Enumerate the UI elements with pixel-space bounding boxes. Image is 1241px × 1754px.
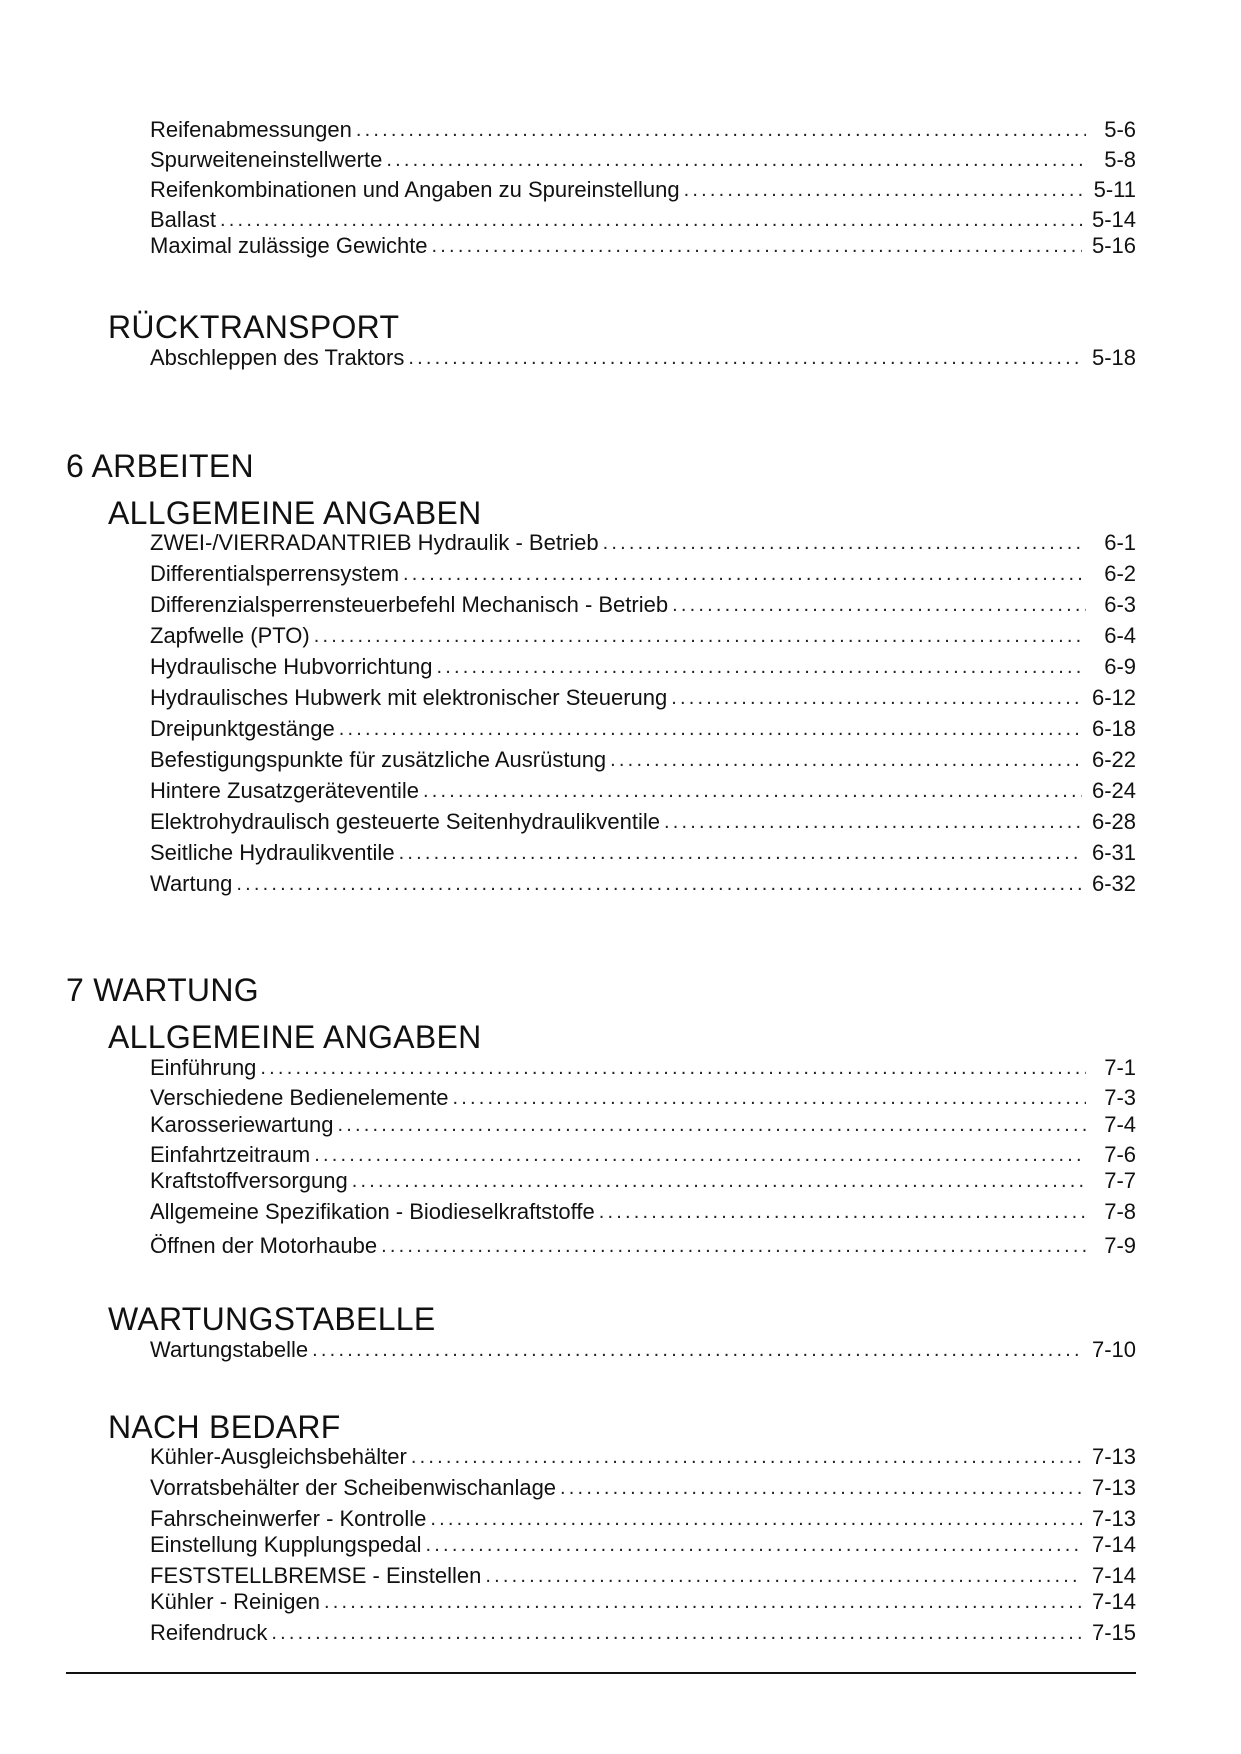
toc-entry-page: 5-14 (1091, 207, 1136, 232)
toc-entry-page: 6-22 (1091, 747, 1136, 772)
toc-entry-page: 7-13 (1091, 1444, 1136, 1469)
toc-entry[interactable] (150, 345, 1136, 371)
toc-entry-label: Befestigungspunkte für zusätzliche Ausrüstung (150, 747, 607, 772)
leader-dots (599, 1199, 1086, 1225)
leader-dots (423, 778, 1082, 804)
toc-entry[interactable] (150, 207, 1136, 233)
toc-entry-page: 7-10 (1091, 1337, 1136, 1362)
toc-entry-page: 7-1 (1104, 1055, 1136, 1080)
footer-rule (66, 1672, 1136, 1674)
toc-entry-page: 7-9 (1104, 1233, 1136, 1258)
toc-entry-label: Kraftstoffversorgung (150, 1168, 348, 1193)
toc-entry-label: Hintere Zusatzgeräteventile (150, 778, 420, 803)
leader-dots (672, 592, 1086, 618)
toc-entry-page: 6-18 (1091, 716, 1136, 741)
toc-entry-label: Hydraulische Hubvorrichtung (150, 654, 433, 679)
toc-entry-page: 5-6 (1104, 117, 1136, 142)
chapter-heading-6: 6 ARBEITEN (66, 448, 254, 484)
toc-entry[interactable] (150, 233, 1136, 259)
toc-entry-page: 7-14 (1091, 1532, 1136, 1557)
toc-entry[interactable] (150, 654, 1136, 680)
leader-dots (314, 623, 1086, 649)
leader-dots (381, 1233, 1086, 1259)
toc-entry[interactable] (150, 561, 1136, 587)
toc-entry-page: 7-13 (1091, 1475, 1136, 1500)
toc-entry[interactable] (150, 716, 1136, 742)
leader-dots (664, 809, 1082, 835)
toc-entry[interactable] (150, 840, 1136, 866)
toc-entry-label: Maximal zulässige Gewichte (150, 233, 428, 258)
toc-entry[interactable] (150, 685, 1136, 711)
toc-entry-page: 7-6 (1104, 1142, 1136, 1167)
toc-entry-page: 6-2 (1104, 561, 1136, 586)
toc-entry[interactable] (150, 778, 1136, 804)
toc-entry-page: 6-31 (1091, 840, 1136, 865)
toc-entry-label: Einstellung Kupplungspedal (150, 1532, 422, 1557)
leader-dots (411, 1444, 1082, 1470)
leader-dots (485, 1563, 1082, 1589)
toc-entry[interactable] (150, 117, 1136, 143)
toc-entry[interactable] (150, 1142, 1136, 1168)
toc-entry-label: Allgemeine Spezifikation - Biodieselkraftstoffe (150, 1199, 595, 1224)
toc-entry-page: 7-4 (1104, 1112, 1136, 1137)
leader-dots (426, 1532, 1082, 1558)
leader-dots (314, 1142, 1086, 1168)
toc-entry-label: ZWEI-/VIERRADANTRIEB Hydraulik - Betrieb (150, 530, 599, 555)
leader-dots (603, 530, 1086, 556)
section-heading-nach-bedarf: NACH BEDARF (108, 1409, 341, 1445)
toc-entry-page: 7-14 (1091, 1589, 1136, 1614)
toc-entry-page: 5-11 (1093, 177, 1136, 202)
leader-dots (337, 1112, 1086, 1138)
leader-dots (236, 871, 1082, 897)
toc-entry[interactable] (150, 747, 1136, 773)
toc-entry-label: Karosseriewartung (150, 1112, 334, 1137)
toc-entry[interactable] (150, 1532, 1136, 1558)
section-heading-allgemeine-angaben-7: ALLGEMEINE ANGABEN (108, 1019, 482, 1055)
toc-entry-label: Differentialsperrensystem (150, 561, 400, 586)
leader-dots (560, 1475, 1082, 1501)
toc-entry[interactable] (150, 871, 1136, 897)
toc-entry-label: Spurweiteneinstellwerte (150, 147, 383, 172)
toc-entry[interactable] (150, 1233, 1136, 1259)
toc-entry-page: 5-18 (1091, 345, 1136, 370)
toc-entry-page: 6-32 (1091, 871, 1136, 896)
leader-dots (399, 840, 1082, 866)
toc-entry-label: Seitliche Hydraulikventile (150, 840, 395, 865)
toc-entry-label: Elektrohydraulisch gesteuerte Seitenhydraulikventile (150, 809, 660, 834)
toc-entry-page: 7-14 (1091, 1563, 1136, 1588)
toc-entry-label: FESTSTELLBREMSE - Einstellen (150, 1563, 482, 1588)
leader-dots (356, 117, 1086, 143)
toc-entry-label: Verschiedene Bedienelemente (150, 1085, 449, 1110)
leader-dots (432, 233, 1082, 259)
leader-dots (324, 1589, 1082, 1615)
toc-entry[interactable] (150, 1563, 1136, 1589)
toc-entry-page: 6-9 (1104, 654, 1136, 679)
toc-entry-label: Wartungstabelle (150, 1337, 309, 1362)
toc-entry[interactable] (150, 1055, 1136, 1081)
toc-entry[interactable] (150, 177, 1136, 203)
toc-entry[interactable] (150, 1589, 1136, 1615)
toc-entry-page: 6-3 (1104, 592, 1136, 617)
leader-dots (260, 1055, 1086, 1081)
leader-dots (436, 654, 1086, 680)
leader-dots (408, 345, 1082, 371)
toc-entry[interactable] (150, 147, 1136, 173)
toc-entry[interactable] (150, 1168, 1136, 1194)
section-heading-wartungstabelle: WARTUNGSTABELLE (108, 1301, 436, 1337)
toc-entry-page: 7-13 (1091, 1506, 1136, 1531)
toc-entry-label: Fahrscheinwerfer - Kontrolle (150, 1506, 427, 1531)
leader-dots (452, 1085, 1086, 1111)
toc-entry-label: Hydraulisches Hubwerk mit elektronischer Steuerung (150, 685, 668, 710)
leader-dots (386, 147, 1086, 173)
toc-entry-page: 6-28 (1091, 809, 1136, 834)
section-heading-ruecktransport: RÜCKTRANSPORT (108, 309, 400, 345)
toc-entry-page: 6-1 (1104, 530, 1136, 555)
toc-entry-label: Abschleppen des Traktors (150, 345, 405, 370)
toc-entry[interactable] (150, 1475, 1136, 1501)
toc-entry-label: Dreipunktgestänge (150, 716, 335, 741)
toc-entry-label: Reifenabmessungen (150, 117, 352, 142)
toc-entry-page: 6-4 (1104, 623, 1136, 648)
leader-dots (610, 747, 1082, 773)
leader-dots (271, 1620, 1082, 1646)
leader-dots (684, 177, 1084, 203)
toc-entry-page: 5-8 (1104, 147, 1136, 172)
toc-entry[interactable] (150, 592, 1136, 618)
toc-entry-label: Öffnen der Motorhaube (150, 1233, 378, 1258)
toc-entry-page: 7-8 (1104, 1199, 1136, 1224)
toc-entry-label: Einführung (150, 1055, 257, 1080)
toc-entry-page: 6-12 (1091, 685, 1136, 710)
toc-entry-label: Kühler - Reinigen (150, 1589, 320, 1614)
chapter-heading-7: 7 WARTUNG (66, 972, 259, 1008)
leader-dots (352, 1168, 1086, 1194)
toc-entry-page: 7-3 (1104, 1085, 1136, 1110)
toc-entry-label: Vorratsbehälter der Scheibenwischanlage (150, 1475, 557, 1500)
leader-dots (403, 561, 1086, 587)
toc-entry-label: Reifendruck (150, 1620, 268, 1645)
toc-entry-label: Zapfwelle (PTO) (150, 623, 310, 648)
toc-entry[interactable] (150, 809, 1136, 835)
leader-dots (430, 1506, 1082, 1532)
section-heading-allgemeine-angaben-6: ALLGEMEINE ANGABEN (108, 495, 482, 531)
toc-entry-label: Kühler-Ausgleichsbehälter (150, 1444, 407, 1469)
leader-dots (671, 685, 1082, 711)
toc-entry[interactable] (150, 530, 1136, 556)
leader-dots (339, 716, 1082, 742)
leader-dots (220, 207, 1082, 233)
toc-entry[interactable] (150, 1620, 1136, 1646)
toc-entry-page: 7-7 (1104, 1168, 1136, 1193)
toc-entry[interactable] (150, 1199, 1136, 1225)
toc-entry[interactable] (150, 1112, 1136, 1138)
toc-entry[interactable] (150, 623, 1136, 649)
toc-entry[interactable] (150, 1444, 1136, 1470)
toc-entry-page: 7-15 (1091, 1620, 1136, 1645)
toc-entry-label: Ballast (150, 207, 217, 232)
toc-entry-label: Reifenkombinationen und Angaben zu Spureinstellung (150, 177, 680, 202)
toc-entry-label: Differenzialsperrensteuerbefehl Mechanisch - Betrieb (150, 592, 669, 617)
toc-entry-label: Einfahrtzeitraum (150, 1142, 311, 1167)
toc-entry[interactable] (150, 1337, 1136, 1363)
toc-entry-page: 6-24 (1091, 778, 1136, 803)
toc-entry-label: Wartung (150, 871, 233, 896)
leader-dots (312, 1337, 1082, 1363)
toc-entry-page: 5-16 (1091, 233, 1136, 258)
toc-entry[interactable] (150, 1085, 1136, 1111)
toc-entry[interactable] (150, 1506, 1136, 1532)
